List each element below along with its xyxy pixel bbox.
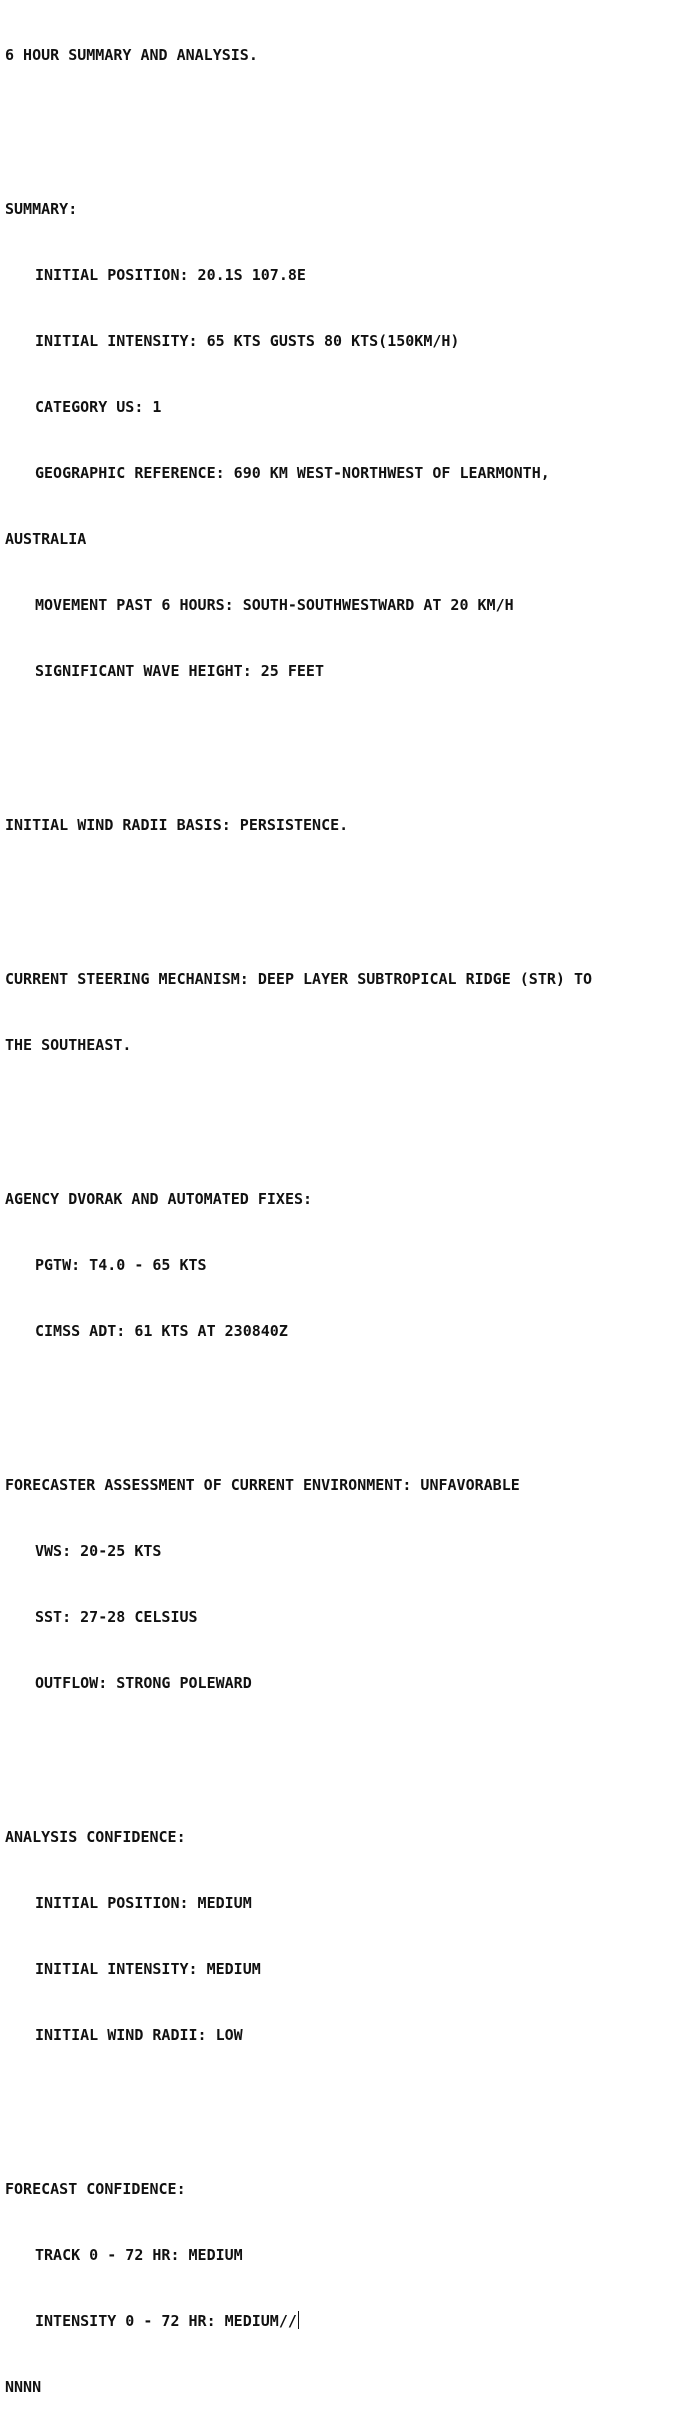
analysis-intensity-confidence: INITIAL INTENSITY: MEDIUM (35, 1960, 261, 1978)
document-title: 6 HOUR SUMMARY AND ANALYSIS. (5, 46, 258, 64)
sst-value: SST: 27-28 CELSIUS (35, 1608, 198, 1626)
initial-intensity: INITIAL INTENSITY: 65 KTS GUSTS 80 KTS(150KM/H) (35, 332, 460, 350)
spacer (5, 110, 669, 132)
spacer (5, 880, 669, 902)
vws-value: VWS: 20-25 KTS (35, 1542, 162, 1560)
analysis-position-confidence: INITIAL POSITION: MEDIUM (35, 1894, 252, 1912)
bulletin-end-marker: NNNN (5, 2378, 42, 2396)
geographic-reference: GEOGRAPHIC REFERENCE: 690 KM WEST-NORTHWEST OF LEARMONTH, (35, 464, 550, 482)
bulletin-document (5, 0, 669, 2420)
forecast-intensity-line (5, 2310, 669, 2332)
summary-header: SUMMARY: (5, 200, 78, 218)
movement-past-6-hours: MOVEMENT PAST 6 HOURS: SOUTH-SOUTHWESTWARD AT 20 KM/H (35, 596, 514, 614)
steering-mechanism: CURRENT STEERING MECHANISM: DEEP LAYER SUBTROPICAL RIDGE (STR) TO (5, 970, 592, 988)
cimss-adt-fix: CIMSS ADT: 61 KTS AT 230840Z (35, 1322, 288, 1340)
spacer (5, 1386, 669, 1408)
fixes-header: AGENCY DVORAK AND AUTOMATED FIXES: (5, 1190, 313, 1208)
pgtw-fix: PGTW: T4.0 - 65 KTS (35, 1256, 207, 1274)
analysis-wind-radii-confidence: INITIAL WIND RADII: LOW (35, 2026, 243, 2044)
significant-wave-height: SIGNIFICANT WAVE HEIGHT: 25 FEET (35, 662, 324, 680)
category-us: CATEGORY US: 1 (35, 398, 162, 416)
initial-wind-radii-basis: INITIAL WIND RADII BASIS: PERSISTENCE. (5, 816, 349, 834)
spacer (5, 726, 669, 748)
spacer (5, 1738, 669, 1760)
steering-mechanism-continued: THE SOUTHEAST. (5, 1036, 132, 1054)
analysis-confidence-header: ANALYSIS CONFIDENCE: (5, 1828, 186, 1846)
initial-position: INITIAL POSITION: 20.1S 107.8E (35, 266, 306, 284)
text-cursor (298, 2311, 299, 2329)
environment-header: FORECASTER ASSESSMENT OF CURRENT ENVIRONMENT: UNFAVORABLE (5, 1476, 520, 1494)
forecast-track-confidence: TRACK 0 - 72 HR: MEDIUM (35, 2246, 243, 2264)
geographic-reference-continued: AUSTRALIA (5, 530, 87, 548)
spacer (5, 2090, 669, 2112)
forecast-intensity-confidence: INTENSITY 0 - 72 HR: MEDIUM// (35, 2312, 297, 2330)
forecast-confidence-header: FORECAST CONFIDENCE: (5, 2180, 186, 2198)
spacer (5, 1100, 669, 1122)
outflow-value: OUTFLOW: STRONG POLEWARD (35, 1674, 252, 1692)
